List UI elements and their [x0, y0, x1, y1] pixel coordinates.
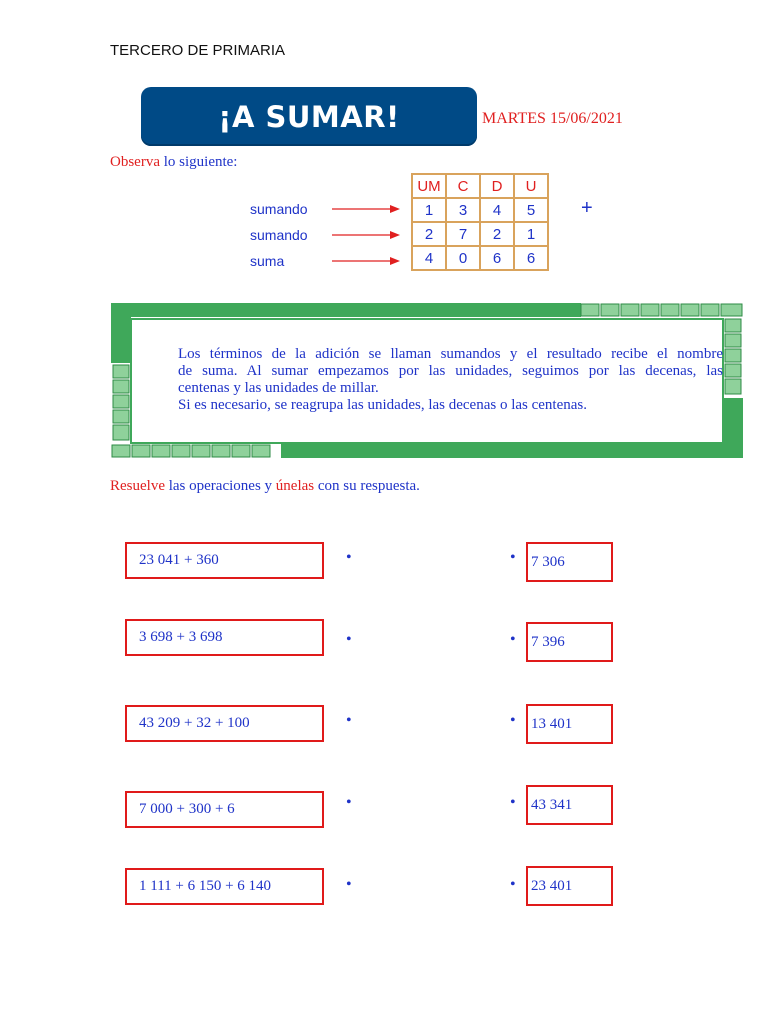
digit-cell: 6 — [480, 246, 514, 270]
connector-dot[interactable]: • — [346, 876, 352, 893]
operation-box[interactable]: 43 209 + 32 + 100 — [125, 705, 324, 742]
column-header: D — [480, 174, 514, 198]
instruction-keyword: únelas — [275, 478, 315, 494]
answer-box[interactable]: 43 341 — [526, 785, 613, 825]
connector-dot[interactable]: • — [510, 549, 516, 566]
column-header: U — [514, 174, 548, 198]
digit-cell: 7 — [446, 222, 480, 246]
rules-text — [178, 346, 723, 414]
rules-line: de suma. Al sumar empezamos por las unidades, seguimos por las decenas, las — [178, 363, 723, 379]
rules-line: centenas y las unidades de millar. — [178, 380, 379, 396]
digit-cell: 4 — [412, 246, 446, 270]
rules-line: Si es necesario, se reagrupa las unidades, las decenas o las centenas. — [178, 397, 588, 413]
answer-box[interactable]: 7 306 — [526, 542, 613, 582]
digit-cell: 6 — [514, 246, 548, 270]
connector-dot[interactable]: • — [510, 794, 516, 811]
title-banner — [141, 87, 477, 146]
digit-cell: 4 — [480, 198, 514, 222]
instruction-line — [110, 478, 420, 495]
answer-box[interactable]: 23 401 — [526, 866, 613, 906]
answer-box[interactable]: 13 401 — [526, 704, 613, 744]
row-label-addend-1: sumando — [250, 201, 308, 217]
connector-dot[interactable]: • — [510, 631, 516, 648]
place-value-table — [411, 173, 549, 271]
digit-cell: 1 — [412, 198, 446, 222]
digit-cell: 5 — [514, 198, 548, 222]
arrow-icon — [332, 254, 400, 268]
table-row — [412, 198, 548, 222]
connector-dot[interactable]: • — [346, 549, 352, 566]
rules-line: Los términos de la adición se llaman sumandos y el resultado recibe el nombre — [178, 346, 723, 362]
connector-dot[interactable]: • — [346, 794, 352, 811]
digit-cell: 1 — [514, 222, 548, 246]
table-row — [412, 222, 548, 246]
digit-cell: 3 — [446, 198, 480, 222]
arrow-icon — [332, 228, 400, 242]
row-label-addend-2: sumando — [250, 227, 308, 243]
operation-box[interactable]: 1 111 + 6 150 + 6 140 — [125, 868, 324, 905]
operation-box[interactable]: 23 041 + 360 — [125, 542, 324, 579]
observe-rest: lo siguiente: — [159, 154, 238, 170]
observe-line — [110, 154, 237, 171]
digit-cell: 2 — [412, 222, 446, 246]
instruction-keyword: Resuelve — [110, 478, 165, 494]
observe-keyword: Observa — [110, 154, 160, 170]
instruction-text: las operaciones y — [164, 478, 276, 494]
instruction-text: con su respuesta. — [314, 478, 420, 494]
column-header: UM — [412, 174, 446, 198]
connector-dot[interactable]: • — [346, 712, 352, 729]
digit-cell: 2 — [480, 222, 514, 246]
title-text: ¡A SUMAR! — [218, 99, 400, 134]
answer-box[interactable]: 7 396 — [526, 622, 613, 662]
table-header-row — [412, 174, 548, 198]
operation-box[interactable]: 7 000 + 300 + 6 — [125, 791, 324, 828]
row-label-sum: suma — [250, 253, 285, 269]
plus-sign: + — [581, 197, 593, 219]
table-row — [412, 246, 548, 270]
date-label: MARTES 15/06/2021 — [482, 110, 623, 127]
arrow-icon — [332, 202, 400, 216]
digit-cell: 0 — [446, 246, 480, 270]
connector-dot[interactable]: • — [510, 712, 516, 729]
column-header: C — [446, 174, 480, 198]
grade-heading: TERCERO DE PRIMARIA — [110, 42, 286, 59]
connector-dot[interactable]: • — [346, 631, 352, 648]
connector-dot[interactable]: • — [510, 876, 516, 893]
operation-box[interactable]: 3 698 + 3 698 — [125, 619, 324, 656]
